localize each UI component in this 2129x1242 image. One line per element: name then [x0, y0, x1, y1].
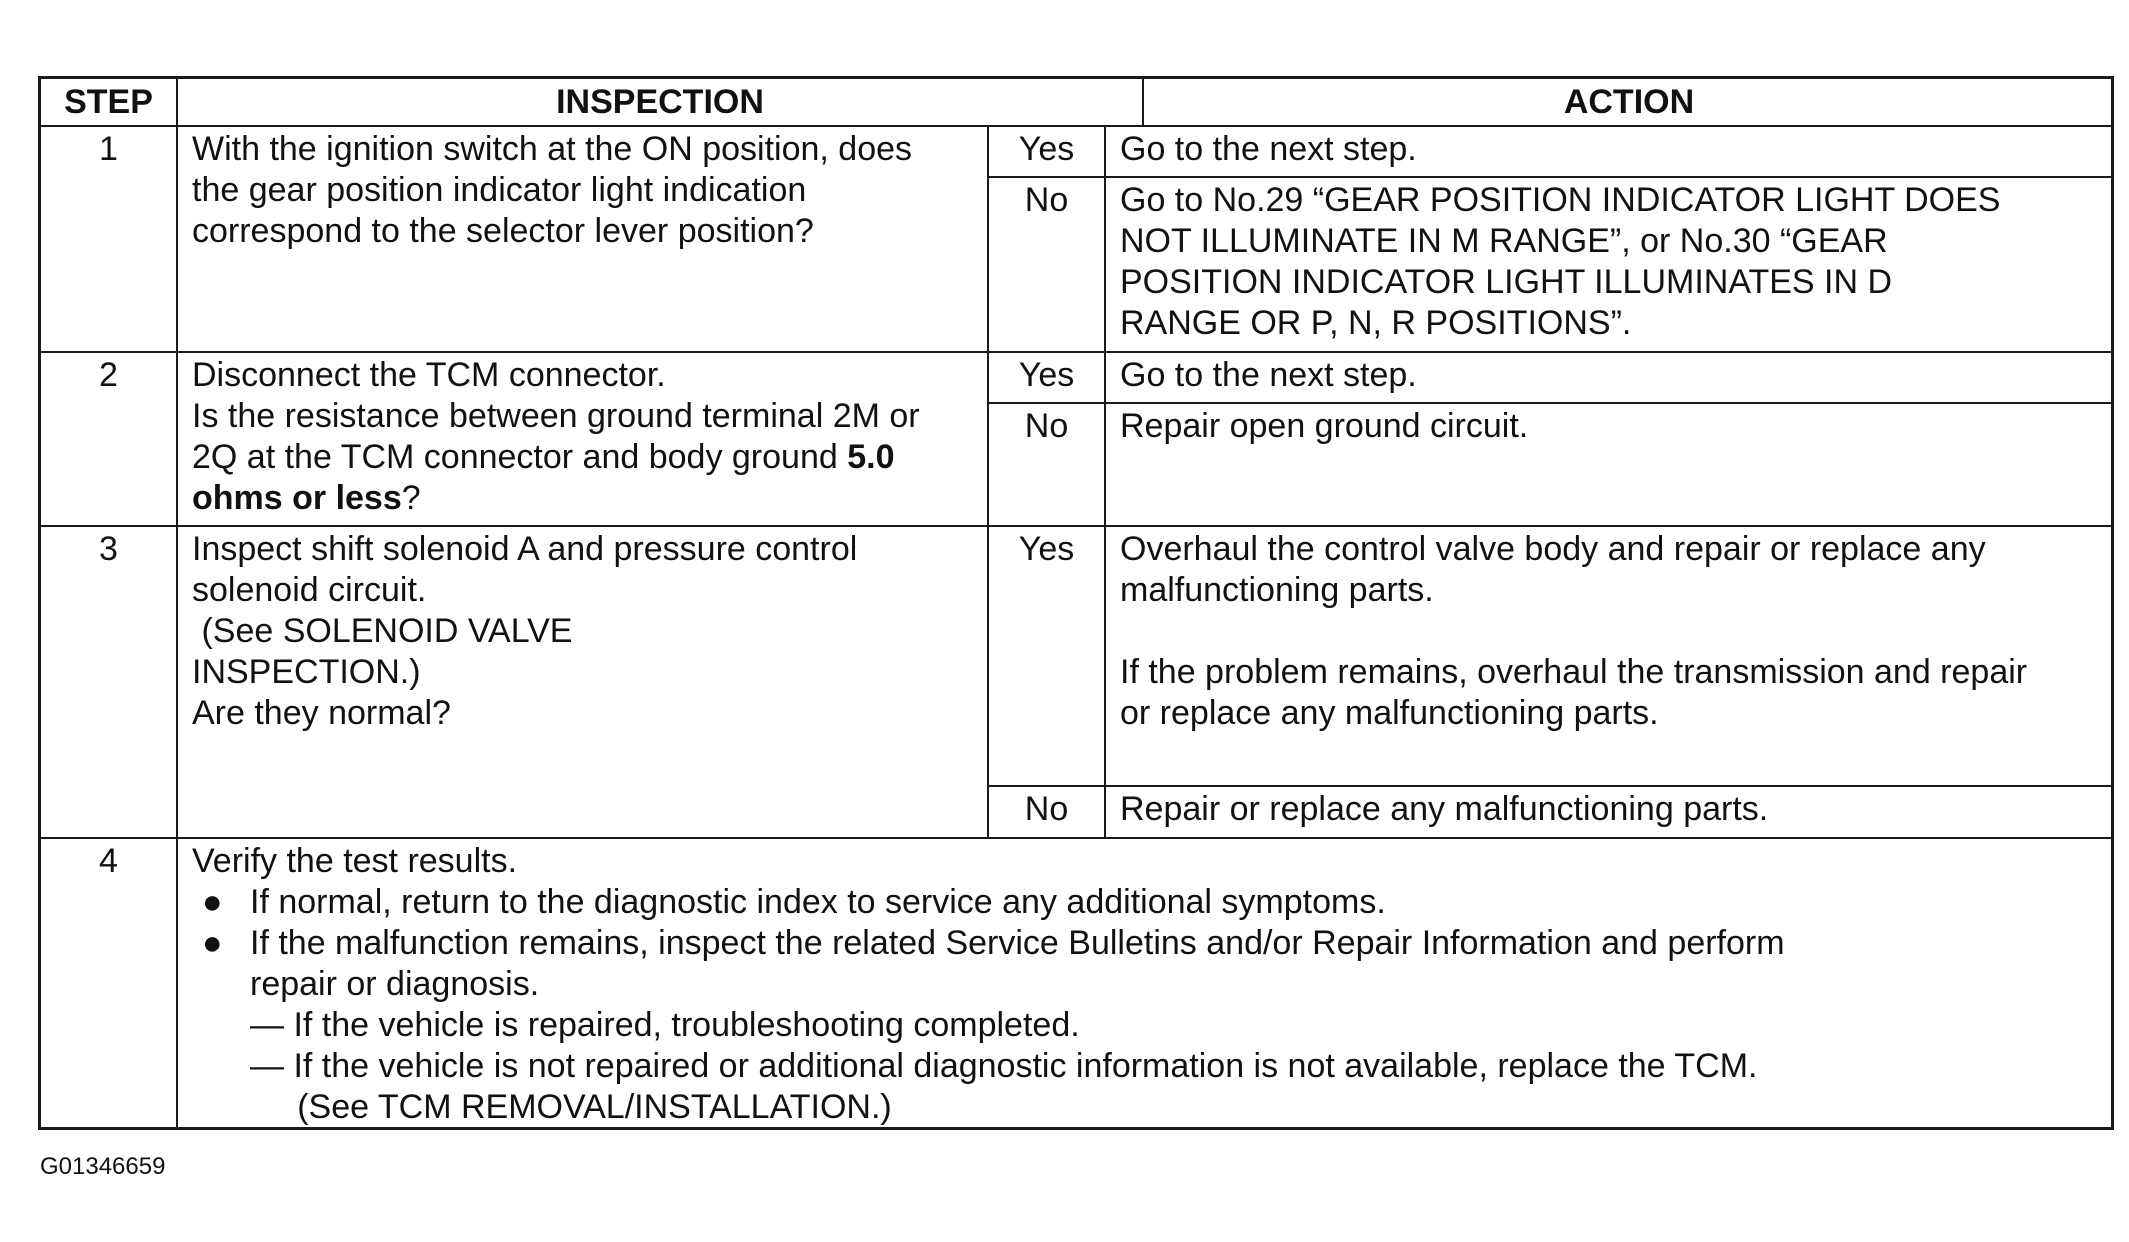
yes-action: [1106, 527, 2111, 734]
text-line: Inspect shift solenoid A and pressure control: [192, 530, 858, 568]
text-line: [192, 437, 987, 478]
text-line: malfunctioning parts.: [1120, 571, 1434, 609]
text-fragment: 2Q at the TCM connector and body ground: [192, 438, 848, 476]
yes-label: Yes: [1018, 530, 1075, 568]
text-line: RANGE OR P, N, R POSITIONS”.: [1120, 304, 1632, 342]
inspection-text: [178, 127, 987, 252]
text-line: or replace any malfunctioning parts.: [1120, 694, 1659, 732]
bullet-icon: ●: [202, 924, 223, 962]
yes-label: Yes: [1018, 356, 1075, 394]
yes-action: [1106, 127, 2111, 170]
sub-item: (See TCM REMOVAL/INSTALLATION.): [250, 1088, 892, 1126]
text-line: Is the resistance between ground terminal 2M or: [192, 397, 920, 435]
no-action: [1106, 787, 2111, 830]
header-action: ACTION: [1563, 83, 1695, 121]
text-fragment: If the malfunction remains, inspect the related Service Bulletins and/or Repair Information and perform: [250, 924, 1785, 962]
resistance-unit: ohms or less: [192, 479, 402, 517]
no-label: No: [1024, 181, 1069, 219]
inspection-text: [178, 527, 987, 734]
resistance-value: 5.0: [847, 438, 895, 476]
text-line: solenoid circuit.: [192, 571, 427, 609]
column-divider: [987, 125, 989, 837]
text-line: Repair or replace any malfunctioning parts.: [1120, 790, 1769, 828]
text-line: Repair open ground circuit.: [1120, 407, 1529, 445]
text-line: [1120, 611, 2111, 652]
step-number: 2: [99, 356, 118, 394]
header-step: STEP: [64, 83, 153, 121]
text-fragment: ?: [401, 479, 421, 517]
text-line: Verify the test results.: [192, 842, 518, 880]
no-action: [1106, 178, 2111, 344]
bullet-item: [192, 923, 2108, 964]
step-number: 3: [99, 530, 118, 568]
text-line: [192, 478, 987, 519]
text-fragment: If normal, return to the diagnostic index to service any additional symptoms.: [250, 883, 1386, 921]
text-line: NOT ILLUMINATE IN M RANGE”, or No.30 “GEAR: [1120, 222, 1888, 260]
diagnostic-table: [38, 76, 2114, 1130]
column-divider: [1142, 79, 1144, 127]
figure-id: G01346659: [40, 1153, 166, 1180]
step-number: 1: [99, 130, 118, 168]
text-line: (See SOLENOID VALVE: [192, 612, 573, 650]
text-line: Are they normal?: [192, 694, 451, 732]
no-label: No: [1024, 407, 1069, 445]
text-line: Overhaul the control valve body and repair or replace any: [1120, 530, 1986, 568]
text-line: INSPECTION.): [192, 653, 421, 691]
sub-item: — If the vehicle is not repaired or additional diagnostic information is not available, replace the TCM.: [250, 1047, 1758, 1085]
text-line: If the problem remains, overhaul the transmission and repair: [1120, 653, 2028, 691]
text-line: With the ignition switch at the ON position, does: [192, 130, 913, 168]
text-line: repair or diagnosis.: [250, 965, 540, 1003]
text-line: Disconnect the TCM connector.: [192, 356, 666, 394]
text-line: Go to No.29 “GEAR POSITION INDICATOR LIGHT DOES: [1120, 181, 2001, 219]
text-line: POSITION INDICATOR LIGHT ILLUMINATES IN D: [1120, 263, 1893, 301]
yes-label: Yes: [1018, 130, 1075, 168]
bullet-item: [192, 882, 2108, 923]
verification-text: [178, 839, 2108, 1128]
text-line: correspond to the selector lever position?: [192, 212, 814, 250]
header-inspection: INSPECTION: [556, 83, 764, 121]
inspection-text: [178, 353, 987, 519]
text-line: Go to the next step.: [1120, 130, 1417, 168]
sub-item: — If the vehicle is repaired, troubleshooting completed.: [250, 1006, 1080, 1044]
yes-action: [1106, 353, 2111, 396]
text-line: the gear position indicator light indication: [192, 171, 807, 209]
bullet-icon: ●: [202, 883, 223, 921]
no-action: [1106, 404, 2111, 447]
step-number: 4: [99, 842, 118, 880]
text-line: Go to the next step.: [1120, 356, 1417, 394]
no-label: No: [1024, 790, 1069, 828]
